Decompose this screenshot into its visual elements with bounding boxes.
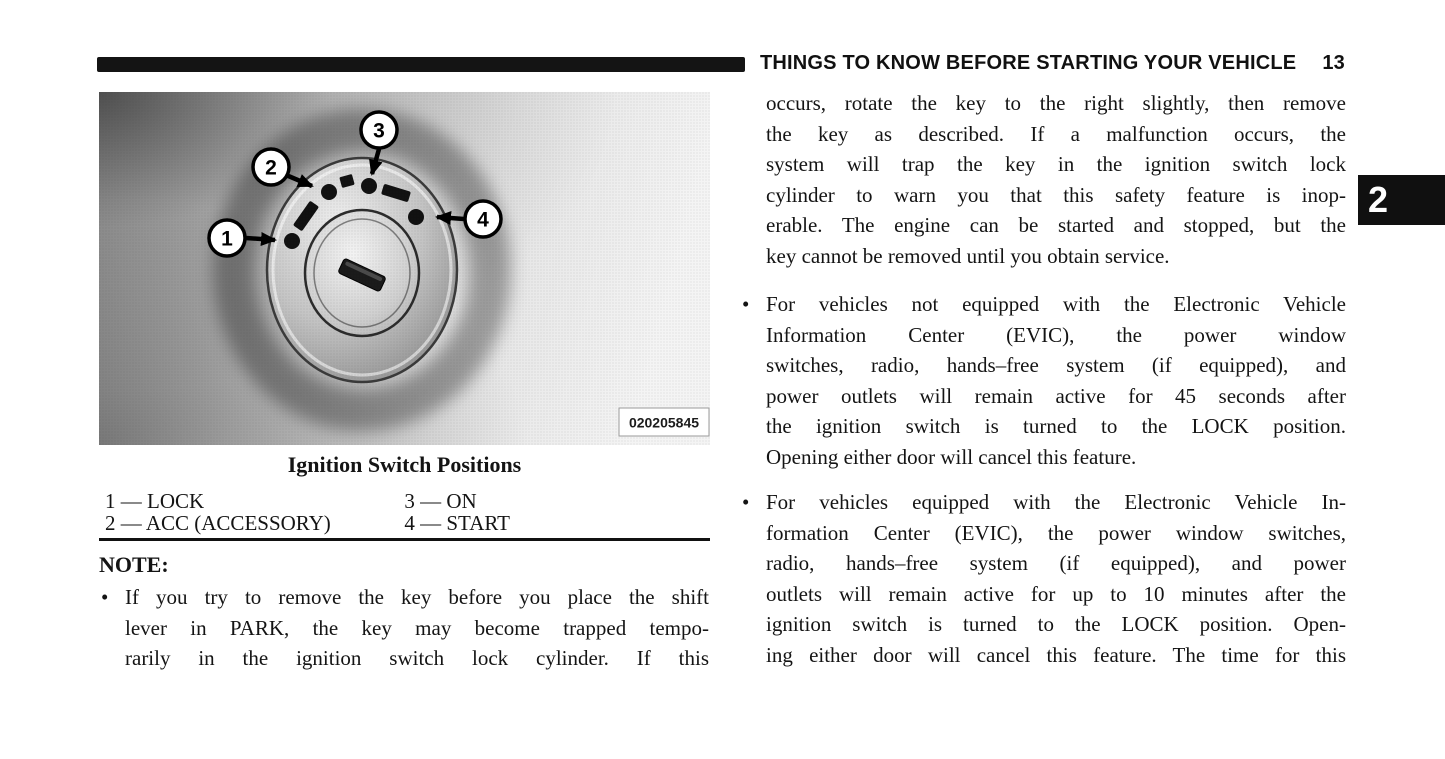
body-line: the key as described. If a malfunction occurs, the [766,121,1346,146]
note-line: lever in PARK, the key may become trapped tempo- [125,615,709,640]
body-line: For vehicles equipped with the Electronic Vehicle In- [766,490,1346,514]
body-line: radio, hands–free system (if equipped), and power [766,551,1346,575]
body-line: For vehicles not equipped with the Electronic Vehicle [766,292,1346,316]
callout-1-label: 1 [221,227,233,251]
body-line: the ignition switch is turned to the LOCK position. [766,414,1346,438]
body-line: Opening either door will cancel this feature. [766,444,1137,469]
body-line: system will trap the key in the ignition switch lock [766,152,1346,176]
chapter-tab [1358,175,1445,225]
note-line: rarily in the ignition switch lock cylinder. If this [125,646,709,670]
page-header [760,52,1345,75]
bullet-icon: • [101,585,109,609]
body-line: erable. The engine can be started and stopped, but the [766,213,1346,237]
callout-3-label: 3 [373,119,385,143]
bullet-evic-not-equipped [740,289,1346,472]
figure-caption: Ignition Switch Positions [287,452,522,477]
halftone-texture [99,92,710,445]
callout-2-label: 2 [265,156,277,180]
page-title: THINGS TO KNOW BEFORE STARTING YOUR VEHICLE [759,52,1297,74]
bullet-icon: • [742,490,750,514]
body-line: ignition switch is turned to the LOCK position. Open- [766,612,1346,636]
note-bullet [99,582,710,674]
note-heading: NOTE: [99,552,169,577]
right-column [740,88,1346,670]
body-line: Information Center (EVIC), the power window [766,322,1346,347]
body-line: power outlets will remain active for 45 seconds after [766,383,1346,408]
callout-4-label: 4 [477,208,489,232]
chapter-number: 2 [1368,179,1389,220]
image-code: 020205845 [628,414,700,431]
legend-item-start: 4 — START [404,511,510,535]
page-number: 13 [1322,52,1345,74]
body-line: occurs, rotate the key to the right slightly, then remove [766,91,1346,115]
figure-legend [99,490,710,534]
legend-item-lock: 1 — LOCK [105,489,205,513]
bullet-evic-equipped [740,487,1346,670]
intro-paragraph [766,88,1346,271]
ignition-switch-figure [99,92,710,445]
note-line: If you try to remove the key before you place the shift [125,585,709,609]
body-line: formation Center (EVIC), the power window switches, [766,520,1346,545]
body-line: cylinder to warn you that this safety feature is inop- [766,182,1346,207]
body-line: outlets will remain active for up to 10 minutes after the [766,581,1346,606]
legend-item-on: 3 — ON [404,489,477,513]
legend-item-acc: 2 — ACC (ACCESSORY) [105,511,331,535]
body-line: ing either door will cancel this feature. The time for this [766,642,1346,667]
body-line: switches, radio, hands–free system (if equipped), and [766,353,1346,377]
body-line: key cannot be removed until you obtain service. [766,243,1170,268]
bullet-icon: • [742,292,750,316]
legend-bottom-rule [99,538,710,541]
header-rule [97,57,745,72]
